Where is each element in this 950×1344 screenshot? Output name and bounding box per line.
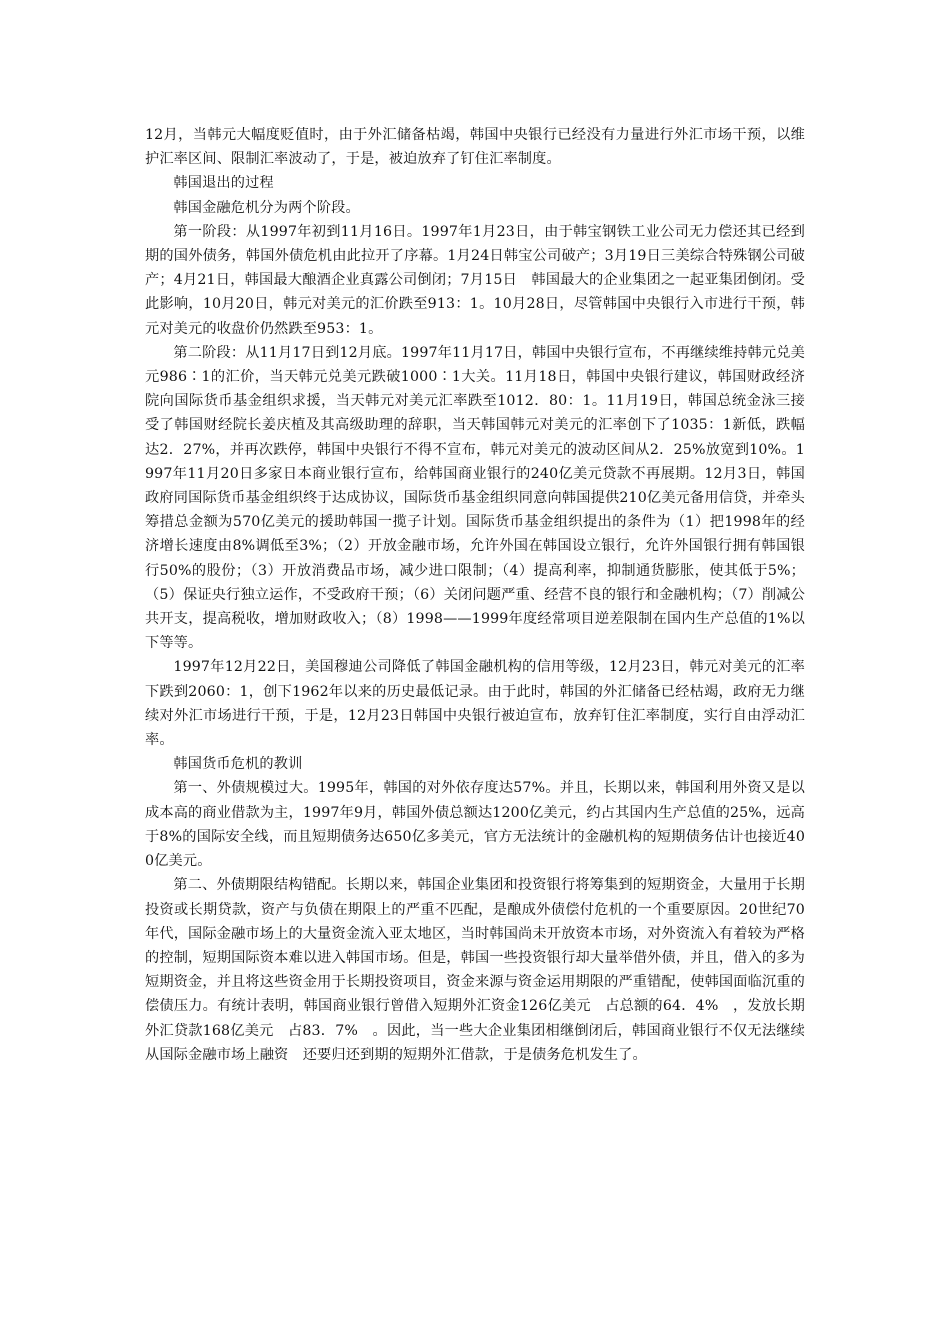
paragraph-lesson-two: 第二、外债期限结构错配。长期以来，韩国企业集团和投资银行将筹集到的短期资金，大量用于长期投资或长期贷款，资产与负债在期限上的严重不匹配，是酿成外债偿付危机的一个重要原因。20世纪70年代，国际金融市场上的大量资金流入亚太地区，当时韩国尚未开放资本市场，对外资流入有着较为严格的控制，短期国际资本难以进入韩国市场。但是，韩国一些投资银行却大量举借外债，并且，借入的多为短期资金，并且将这些资金用于长期投资项目，资金来源与资金运用期限的严重错配，使韩国面临沉重的偿债压力。有统计表明，韩国商业银行曾借入短期外汇资金126亿美元 占总额的64．4% ，发放长期外汇贷款168亿美元 占83．7% 。因此，当一些大企业集团相继倒闭后，韩国商业银行不仅无法继续从国际金融市场上融资 还要归还到期的短期外汇借款，于是债务危机发生了。 bbox=[145, 877, 805, 1063]
paragraph-lesson-one: 第一、外债规模过大。1995年，韩国的对外依存度达57%。并且，长期以来，韩国利用外资又是以成本高的商业借款为主，1997年9月，韩国外债总额达1200亿美元，约占其国内生产总值的25%，远高于8%的国际安全线，而且短期债务达650亿多美元，官方无法统计的金融机构的短期债务估计也接近400亿美元。 bbox=[145, 780, 805, 870]
section-heading-exit-process: 韩国退出的过程 bbox=[173, 175, 274, 192]
paragraph-stage-two: 第二阶段：从11月17日到12月底。1997年11月17日，韩国中央银行宣布，不再继续维持韩元兑美元986∶1的汇价，当天韩元兑美元跌破1000∶1大关。11月18日，韩国中央银行建议，韩国财政经济院向国际货币基金组织求援，当天韩元对美元汇率跌至1012．80：1。11月19日，韩国总统金泳三接受了韩国财经院长姜庆植及其高级助理的辞职，当天韩国韩元对美元的汇率创下了1035：1新低，跌幅达2．27%，并再次跌停，韩国中央银行不得不宣布，韩元对美元的波动区间从2．25%放宽到10%。1997年11月20日多家日本商业银行宣布，给韩国商业银行的240亿美元贷款不再展期。12月3日，韩国政府同国际货币基金组织终于达成协议，国际货币基金组织同意向韩国提供210亿美元备用信贷，并牵头筹措总金额为570亿美元的援助韩国一揽子计划。国际货币基金组织提出的条件为（1）把1998年的经济增长速度由8%调低至3%；（2）开放金融市场，允许外国在韩国设立银行，允许外国银行拥有韩国银行50%的股份；（3）开放消费品市场，减少进口限制；（4）提高利率，抑制通货膨胀，使其低于5%；（5）保证央行独立运作，不受政府干预；（6）关闭问题严重、经营不良的银行和金融机构；（7）削减公共开支，提高税收，增加财政收入；（8）1998——1999年度经常项目逆差限制在国内生产总值的1%以下等等。 bbox=[145, 344, 805, 652]
section-heading-lessons: 韩国货币危机的教训 bbox=[173, 756, 303, 773]
paragraph-stage-one: 第一阶段：从1997年初到11月16日。1997年1月23日，由于韩宝钢铁工业公司无力偿还其已经到期的国外债务，韩国外债危机由此拉开了序幕。1月24日韩宝公司破产；3月19日三美综合特殊钢公司破产；4月21日，韩国最大酿酒企业真露公司倒闭；7月15日 韩国最大的企业集团之一起亚集团倒闭。受此影响，10月20日，韩元对美元的汇价跌至913：1。10月28日，尽管韩国中央银行入市进行干预，韩元对美元的收盘价仍然跌至953：1。 bbox=[145, 223, 805, 337]
paragraph-december-events: 1997年12月22日，美国穆迪公司降低了韩国金融机构的信用等级，12月23日，韩元对美元的汇率下跌到2060：1，创下1962年以来的历史最低记录。由于此时，韩国的外汇储备已经枯竭，政府无力继续对外汇市场进行干预，于是，12月23日韩国中央银行被迫宣布，放弃钉住汇率制度，实行自由浮动汇率。 bbox=[145, 659, 805, 749]
paragraph-two-stages: 韩国金融危机分为两个阶段。 bbox=[173, 199, 360, 216]
document-page bbox=[145, 123, 805, 1067]
paragraph-continuation: 12月，当韩元大幅度贬值时，由于外汇储备枯竭，韩国中央银行已经没有力量进行外汇市场干预，以维护汇率区间、限制汇率波动了，于是，被迫放弃了钉住汇率制度。 bbox=[145, 127, 805, 168]
